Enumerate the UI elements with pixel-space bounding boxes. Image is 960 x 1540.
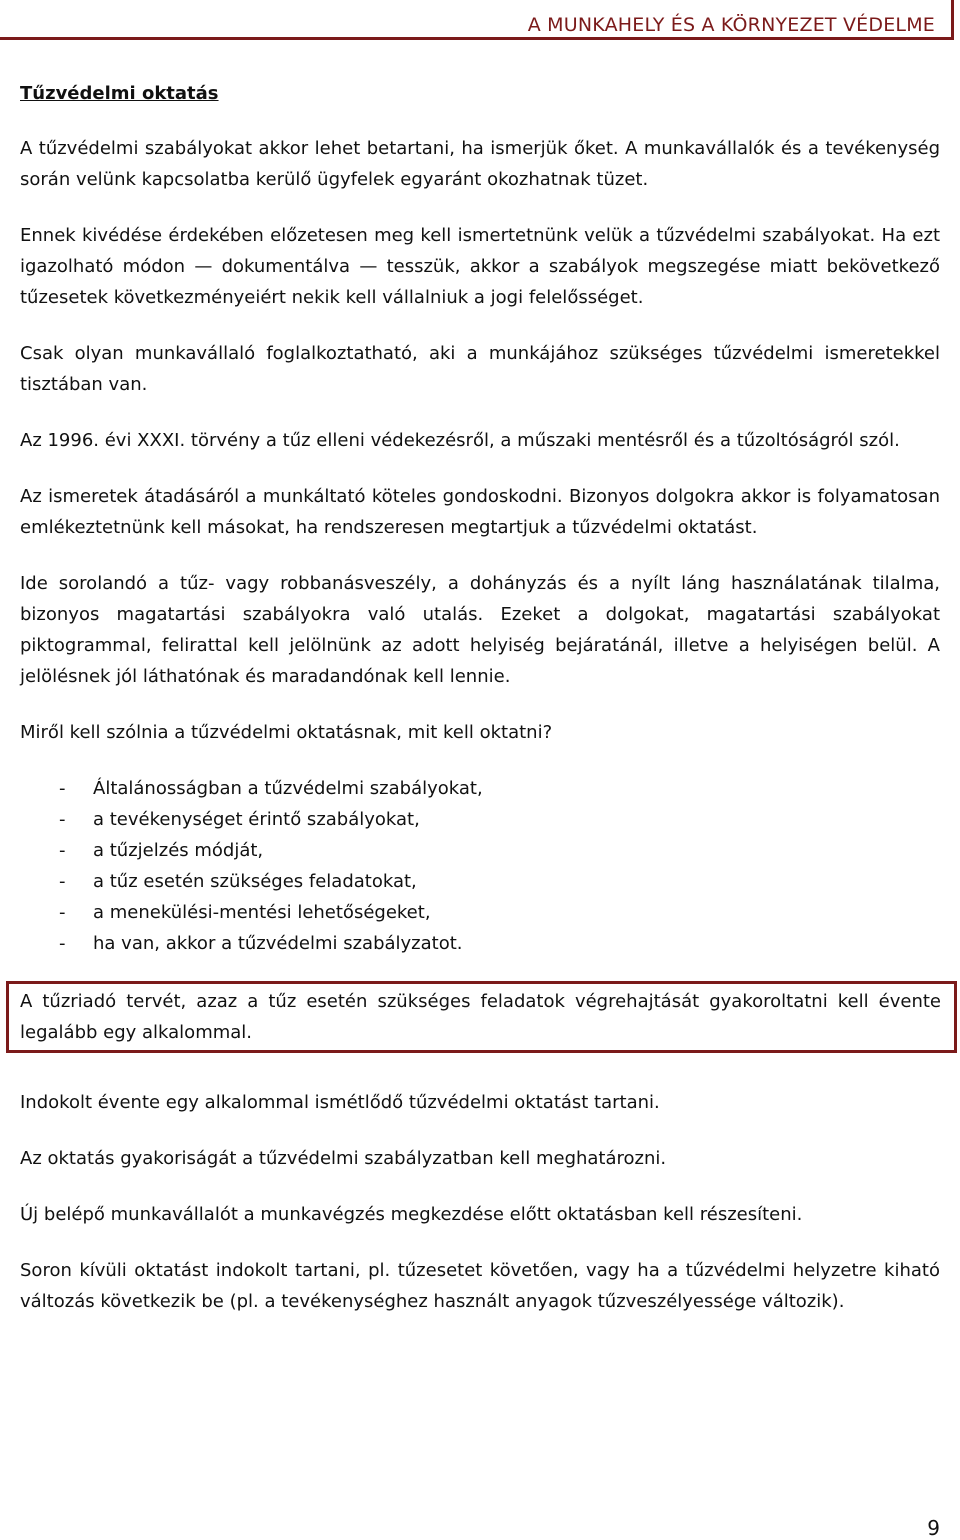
list-item-text: a menekülési-mentési lehetőségeket, [93,902,431,923]
page-header [0,0,954,40]
list-item-text: Általánosságban a tűzvédelmi szabályokat, [93,778,483,799]
list-item-text: ha van, akkor a tűzvédelmi szabályzatot. [93,933,463,954]
list-item [20,773,940,804]
section-heading: Tűzvédelmi oktatás [20,83,219,104]
list-intro-question: Miről kell szólnia a tűzvédelmi oktatásnak, mit kell oktatni? [20,722,553,743]
list-dash: - [59,778,66,799]
paragraph: Az oktatás gyakoriságát a tűzvédelmi szabályzatban kell meghatározni. [20,1148,667,1169]
document-body [20,78,940,1342]
paragraph: Indokolt évente egy alkalommal ismétlődő tűzvédelmi oktatást tartani. [20,1092,660,1113]
highlight-text: A tűzriadó tervét, azaz a tűz esetén szükséges feladatok végrehajtását gyakoroltatni kell évente legalább egy alkalommal. [20,991,941,1043]
list-dash: - [59,809,66,830]
list-dash: - [59,933,66,954]
paragraph: Ide sorolandó a tűz- vagy robbanásveszély, a dohányzás és a nyílt láng használatának tilalma, bizonyos magatartási szabályokra való utalás. Ezeket a dolgokat, magatartási szabályokat piktogrammal, felirattal kell jelölnünk az adott helyiség bejáratánál, illetve a helyiségen belül. A jelölésnek jól láthatónak és maradandónak kell lennie. [20,573,940,687]
list-dash: - [59,902,66,923]
list-item [20,835,940,866]
list-item-text: a tűz esetén szükséges feladatokat, [93,871,417,892]
paragraph: Csak olyan munkavállaló foglalkoztatható, aki a munkájához szükséges tűzvédelmi ismeretekkel tisztában van. [20,343,940,395]
paragraph: Az 1996. évi XXXI. törvény a tűz elleni védekezésről, a műszaki mentésről és a tűzoltóságról szól. [20,430,900,451]
list-item [20,897,940,928]
list-item-text: a tűzjelzés módját, [93,840,264,861]
list-item [20,928,940,959]
topic-list [20,773,940,959]
paragraph: Az ismeretek átadásáról a munkáltató köteles gondoskodni. Bizonyos dolgokra akkor is folyamatosan emlékeztetnünk kell másokat, ha rendszeresen megtartjuk a tűzvédelmi oktatást. [20,486,940,538]
paragraph: A tűzvédelmi szabályokat akkor lehet betartani, ha ismerjük őket. A munkavállalók és a tevékenység során velünk kapcsolatba kerülő ügyfelek egyaránt okozhatnak tüzet. [20,138,940,190]
paragraph: Soron kívüli oktatást indokolt tartani, pl. tűzesetet követően, vagy ha a tűzvédelmi helyzetre kiható változás következik be (pl. a tevékenységhez használt anyagok tűzveszélyessége változik). [20,1260,940,1312]
page-number: 9 [927,1516,940,1540]
list-item [20,866,940,897]
list-dash: - [59,871,66,892]
list-item-text: a tevékenységet érintő szabályokat, [93,809,420,830]
header-title: A MUNKAHELY ÉS A KÖRNYEZET VÉDELME [527,14,935,36]
highlight-box [6,981,957,1053]
paragraph: Ennek kivédése érdekében előzetesen meg kell ismertetnünk velük a tűzvédelmi szabályokat. Ha ezt igazolható módon — dokumentálva — tesszük, akkor a szabályok megszegése miatt bekövetkező tűzesetek következményeiért nekik kell vállalniuk a jogi felelősséget. [20,225,940,308]
list-item [20,804,940,835]
paragraph: Új belépő munkavállalót a munkavégzés megkezdése előtt oktatásban kell részesíteni. [20,1204,803,1225]
list-dash: - [59,840,66,861]
